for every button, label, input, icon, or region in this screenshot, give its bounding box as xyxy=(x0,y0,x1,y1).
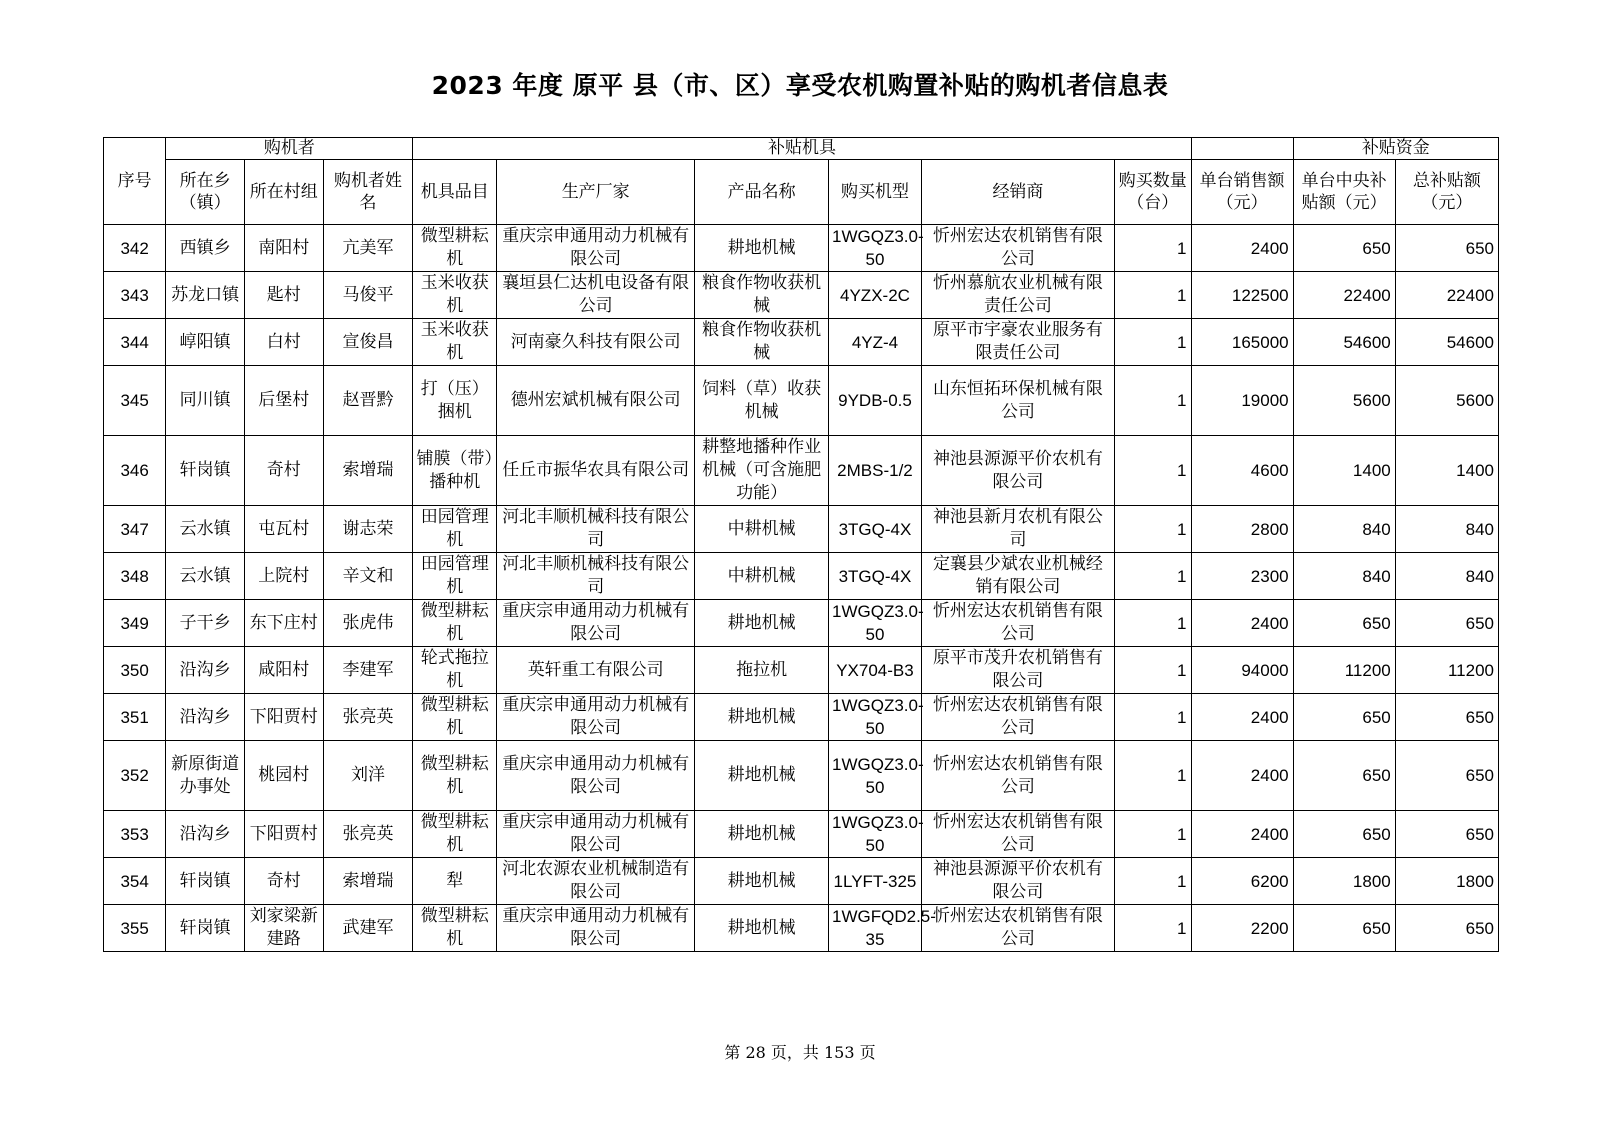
cell-central: 54600 xyxy=(1293,319,1395,366)
cell-name: 辛文和 xyxy=(323,553,413,600)
cell-village: 下阳贾村 xyxy=(244,694,323,741)
cell-total: 5600 xyxy=(1395,366,1498,436)
cell-model: 4YZ-4 xyxy=(829,319,922,366)
cell-maker: 河北农源农业机械制造有限公司 xyxy=(497,858,695,905)
table-row xyxy=(104,272,1499,319)
cell-category: 玉米收获机 xyxy=(413,272,497,319)
cell-seq: 347 xyxy=(104,506,166,553)
cell-central: 650 xyxy=(1293,225,1395,272)
cell-central: 840 xyxy=(1293,553,1395,600)
cell-qty: 1 xyxy=(1114,436,1191,506)
cell-maker: 河南豪久科技有限公司 xyxy=(497,319,695,366)
cell-category: 轮式拖拉机 xyxy=(413,647,497,694)
cell-seq: 344 xyxy=(104,319,166,366)
cell-village: 上院村 xyxy=(244,553,323,600)
cell-seq: 348 xyxy=(104,553,166,600)
cell-category: 微型耕耘机 xyxy=(413,811,497,858)
group-header-funds-spacer xyxy=(1191,138,1293,160)
cell-name: 谢志荣 xyxy=(323,506,413,553)
table-row xyxy=(104,553,1499,600)
cell-model: 1WGQZ3.0-50 xyxy=(829,225,922,272)
cell-maker: 重庆宗申通用动力机械有限公司 xyxy=(497,905,695,952)
cell-price: 122500 xyxy=(1191,272,1293,319)
cell-town: 崞阳镇 xyxy=(166,319,245,366)
header-town: 所在乡（镇） xyxy=(166,160,245,225)
cell-total: 650 xyxy=(1395,741,1498,811)
group-header-funds: 补贴资金 xyxy=(1293,138,1498,160)
header-qty: 购买数量（台） xyxy=(1114,160,1191,225)
cell-price: 2400 xyxy=(1191,600,1293,647)
header-total: 总补贴额（元） xyxy=(1395,160,1498,225)
cell-product: 拖拉机 xyxy=(695,647,829,694)
cell-category: 田园管理机 xyxy=(413,553,497,600)
table-row xyxy=(104,366,1499,436)
cell-model: YX704-B3 xyxy=(829,647,922,694)
cell-total: 650 xyxy=(1395,225,1498,272)
header-name: 购机者姓名 xyxy=(323,160,413,225)
cell-dealer: 神池县源源平价农机有限公司 xyxy=(921,436,1114,506)
cell-total: 650 xyxy=(1395,811,1498,858)
cell-qty: 1 xyxy=(1114,694,1191,741)
column-header-row xyxy=(104,160,1499,225)
cell-central: 650 xyxy=(1293,741,1395,811)
cell-product: 耕地机械 xyxy=(695,600,829,647)
cell-dealer: 神池县源源平价农机有限公司 xyxy=(921,858,1114,905)
cell-product: 耕整地播种作业机械（可含施肥功能） xyxy=(695,436,829,506)
cell-category: 玉米收获机 xyxy=(413,319,497,366)
cell-name: 李建军 xyxy=(323,647,413,694)
cell-maker: 重庆宗申通用动力机械有限公司 xyxy=(497,811,695,858)
table-row xyxy=(104,225,1499,272)
cell-product: 中耕机械 xyxy=(695,506,829,553)
cell-central: 22400 xyxy=(1293,272,1395,319)
cell-price: 4600 xyxy=(1191,436,1293,506)
cell-seq: 353 xyxy=(104,811,166,858)
cell-maker: 河北丰顺机械科技有限公司 xyxy=(497,553,695,600)
cell-model: 1WGQZ3.0-50 xyxy=(829,694,922,741)
cell-town: 新原街道办事处 xyxy=(166,741,245,811)
cell-qty: 1 xyxy=(1114,366,1191,436)
cell-name: 张虎伟 xyxy=(323,600,413,647)
cell-dealer: 原平市茂升农机销售有限公司 xyxy=(921,647,1114,694)
cell-town: 轩岗镇 xyxy=(166,905,245,952)
cell-seq: 354 xyxy=(104,858,166,905)
cell-central: 11200 xyxy=(1293,647,1395,694)
cell-product: 粮食作物收获机械 xyxy=(695,272,829,319)
cell-village: 刘家梁新建路 xyxy=(244,905,323,952)
cell-qty: 1 xyxy=(1114,858,1191,905)
cell-dealer: 忻州宏达农机销售有限公司 xyxy=(921,905,1114,952)
table-row xyxy=(104,811,1499,858)
cell-dealer: 山东恒拓环保机械有限公司 xyxy=(921,366,1114,436)
cell-category: 微型耕耘机 xyxy=(413,225,497,272)
cell-maker: 重庆宗申通用动力机械有限公司 xyxy=(497,600,695,647)
cell-central: 1800 xyxy=(1293,858,1395,905)
cell-seq: 350 xyxy=(104,647,166,694)
cell-maker: 襄垣县仁达机电设备有限公司 xyxy=(497,272,695,319)
cell-dealer: 忻州宏达农机销售有限公司 xyxy=(921,600,1114,647)
cell-price: 94000 xyxy=(1191,647,1293,694)
cell-town: 沿沟乡 xyxy=(166,811,245,858)
cell-category: 田园管理机 xyxy=(413,506,497,553)
cell-total: 1400 xyxy=(1395,436,1498,506)
header-central: 单台中央补贴额（元） xyxy=(1293,160,1395,225)
cell-town: 轩岗镇 xyxy=(166,858,245,905)
cell-dealer: 忻州宏达农机销售有限公司 xyxy=(921,225,1114,272)
cell-price: 2200 xyxy=(1191,905,1293,952)
header-model: 购买机型 xyxy=(829,160,922,225)
cell-village: 奇村 xyxy=(244,436,323,506)
cell-town: 云水镇 xyxy=(166,553,245,600)
cell-category: 犁 xyxy=(413,858,497,905)
cell-name: 张亮英 xyxy=(323,694,413,741)
cell-category: 铺膜（带）播种机 xyxy=(413,436,497,506)
cell-price: 2800 xyxy=(1191,506,1293,553)
cell-maker: 重庆宗申通用动力机械有限公司 xyxy=(497,694,695,741)
cell-total: 1800 xyxy=(1395,858,1498,905)
header-maker: 生产厂家 xyxy=(497,160,695,225)
cell-name: 刘洋 xyxy=(323,741,413,811)
cell-dealer: 定襄县少斌农业机械经销有限公司 xyxy=(921,553,1114,600)
cell-town: 沿沟乡 xyxy=(166,647,245,694)
cell-price: 6200 xyxy=(1191,858,1293,905)
cell-village: 匙村 xyxy=(244,272,323,319)
cell-seq: 352 xyxy=(104,741,166,811)
table-row xyxy=(104,858,1499,905)
cell-central: 5600 xyxy=(1293,366,1395,436)
cell-model: 9YDB-0.5 xyxy=(829,366,922,436)
cell-name: 张亮英 xyxy=(323,811,413,858)
cell-category: 微型耕耘机 xyxy=(413,905,497,952)
cell-qty: 1 xyxy=(1114,811,1191,858)
cell-seq: 346 xyxy=(104,436,166,506)
cell-maker: 河北丰顺机械科技有限公司 xyxy=(497,506,695,553)
cell-price: 2400 xyxy=(1191,225,1293,272)
cell-dealer: 神池县新月农机有限公司 xyxy=(921,506,1114,553)
header-seq: 序号 xyxy=(104,138,166,225)
cell-village: 东下庄村 xyxy=(244,600,323,647)
cell-qty: 1 xyxy=(1114,272,1191,319)
cell-seq: 355 xyxy=(104,905,166,952)
cell-town: 沿沟乡 xyxy=(166,694,245,741)
cell-model: 4YZX-2C xyxy=(829,272,922,319)
cell-category: 微型耕耘机 xyxy=(413,694,497,741)
cell-model: 1WGQZ3.0-50 xyxy=(829,600,922,647)
cell-village: 咸阳村 xyxy=(244,647,323,694)
cell-name: 宣俊昌 xyxy=(323,319,413,366)
cell-village: 后堡村 xyxy=(244,366,323,436)
cell-name: 马俊平 xyxy=(323,272,413,319)
cell-central: 840 xyxy=(1293,506,1395,553)
cell-central: 650 xyxy=(1293,694,1395,741)
cell-central: 650 xyxy=(1293,811,1395,858)
cell-price: 2400 xyxy=(1191,811,1293,858)
cell-seq: 343 xyxy=(104,272,166,319)
cell-qty: 1 xyxy=(1114,319,1191,366)
table-row xyxy=(104,506,1499,553)
cell-product: 耕地机械 xyxy=(695,858,829,905)
cell-model: 1LYFT-325 xyxy=(829,858,922,905)
cell-product: 中耕机械 xyxy=(695,553,829,600)
header-price: 单台销售额（元） xyxy=(1191,160,1293,225)
cell-village: 奇村 xyxy=(244,858,323,905)
cell-town: 同川镇 xyxy=(166,366,245,436)
cell-qty: 1 xyxy=(1114,741,1191,811)
cell-total: 650 xyxy=(1395,905,1498,952)
group-header-row xyxy=(104,138,1499,160)
cell-model: 1WGQZ3.0-50 xyxy=(829,811,922,858)
cell-town: 子干乡 xyxy=(166,600,245,647)
cell-qty: 1 xyxy=(1114,600,1191,647)
cell-name: 索增瑞 xyxy=(323,436,413,506)
cell-seq: 351 xyxy=(104,694,166,741)
cell-qty: 1 xyxy=(1114,225,1191,272)
cell-name: 赵晋黔 xyxy=(323,366,413,436)
cell-product: 饲料（草）收获机械 xyxy=(695,366,829,436)
cell-model: 1WGFQD2.5-35 xyxy=(829,905,922,952)
header-category: 机具品目 xyxy=(413,160,497,225)
cell-model: 1WGQZ3.0-50 xyxy=(829,741,922,811)
table-row xyxy=(104,905,1499,952)
cell-qty: 1 xyxy=(1114,553,1191,600)
cell-product: 耕地机械 xyxy=(695,694,829,741)
table-row xyxy=(104,741,1499,811)
cell-name: 索增瑞 xyxy=(323,858,413,905)
cell-central: 650 xyxy=(1293,600,1395,647)
cell-price: 19000 xyxy=(1191,366,1293,436)
cell-maker: 德州宏斌机械有限公司 xyxy=(497,366,695,436)
cell-total: 22400 xyxy=(1395,272,1498,319)
cell-central: 1400 xyxy=(1293,436,1395,506)
cell-seq: 345 xyxy=(104,366,166,436)
cell-price: 2300 xyxy=(1191,553,1293,600)
cell-town: 轩岗镇 xyxy=(166,436,245,506)
group-header-buyer: 购机者 xyxy=(166,138,413,160)
page-footer: 第 28 页，共 153 页 xyxy=(724,1043,876,1062)
cell-price: 2400 xyxy=(1191,694,1293,741)
cell-price: 2400 xyxy=(1191,741,1293,811)
cell-maker: 英轩重工有限公司 xyxy=(497,647,695,694)
cell-village: 下阳贾村 xyxy=(244,811,323,858)
table-row xyxy=(104,600,1499,647)
cell-name: 亢美军 xyxy=(323,225,413,272)
page-title: 2023 年度 原平 县（市、区）享受农机购置补贴的购机者信息表 xyxy=(431,71,1169,100)
cell-qty: 1 xyxy=(1114,506,1191,553)
cell-model: 3TGQ-4X xyxy=(829,506,922,553)
cell-dealer: 原平市宇豪农业服务有限责任公司 xyxy=(921,319,1114,366)
cell-product: 耕地机械 xyxy=(695,741,829,811)
table-row xyxy=(104,647,1499,694)
cell-total: 650 xyxy=(1395,600,1498,647)
cell-town: 苏龙口镇 xyxy=(166,272,245,319)
cell-total: 840 xyxy=(1395,553,1498,600)
header-village: 所在村组 xyxy=(244,160,323,225)
cell-category: 微型耕耘机 xyxy=(413,741,497,811)
cell-model: 3TGQ-4X xyxy=(829,553,922,600)
cell-product: 耕地机械 xyxy=(695,811,829,858)
cell-dealer: 忻州宏达农机销售有限公司 xyxy=(921,811,1114,858)
cell-seq: 342 xyxy=(104,225,166,272)
cell-dealer: 忻州宏达农机销售有限公司 xyxy=(921,694,1114,741)
cell-village: 屯瓦村 xyxy=(244,506,323,553)
cell-maker: 重庆宗申通用动力机械有限公司 xyxy=(497,225,695,272)
cell-central: 650 xyxy=(1293,905,1395,952)
cell-total: 840 xyxy=(1395,506,1498,553)
cell-village: 桃园村 xyxy=(244,741,323,811)
table-row xyxy=(104,319,1499,366)
cell-name: 武建军 xyxy=(323,905,413,952)
cell-dealer: 忻州宏达农机销售有限公司 xyxy=(921,741,1114,811)
cell-product: 耕地机械 xyxy=(695,905,829,952)
cell-product: 粮食作物收获机械 xyxy=(695,319,829,366)
cell-village: 南阳村 xyxy=(244,225,323,272)
cell-category: 打（压）捆机 xyxy=(413,366,497,436)
cell-product: 耕地机械 xyxy=(695,225,829,272)
table-row xyxy=(104,436,1499,506)
header-dealer: 经销商 xyxy=(921,160,1114,225)
subsidy-table xyxy=(103,137,1499,952)
header-product: 产品名称 xyxy=(695,160,829,225)
cell-qty: 1 xyxy=(1114,647,1191,694)
cell-village: 白村 xyxy=(244,319,323,366)
cell-seq: 349 xyxy=(104,600,166,647)
cell-maker: 重庆宗申通用动力机械有限公司 xyxy=(497,741,695,811)
cell-qty: 1 xyxy=(1114,905,1191,952)
cell-maker: 任丘市振华农具有限公司 xyxy=(497,436,695,506)
cell-category: 微型耕耘机 xyxy=(413,600,497,647)
table-row xyxy=(104,694,1499,741)
cell-total: 54600 xyxy=(1395,319,1498,366)
cell-price: 165000 xyxy=(1191,319,1293,366)
cell-town: 云水镇 xyxy=(166,506,245,553)
cell-total: 650 xyxy=(1395,694,1498,741)
group-header-machine: 补贴机具 xyxy=(413,138,1191,160)
cell-model: 2MBS-1/2 xyxy=(829,436,922,506)
cell-town: 西镇乡 xyxy=(166,225,245,272)
cell-total: 11200 xyxy=(1395,647,1498,694)
cell-dealer: 忻州慕航农业机械有限责任公司 xyxy=(921,272,1114,319)
